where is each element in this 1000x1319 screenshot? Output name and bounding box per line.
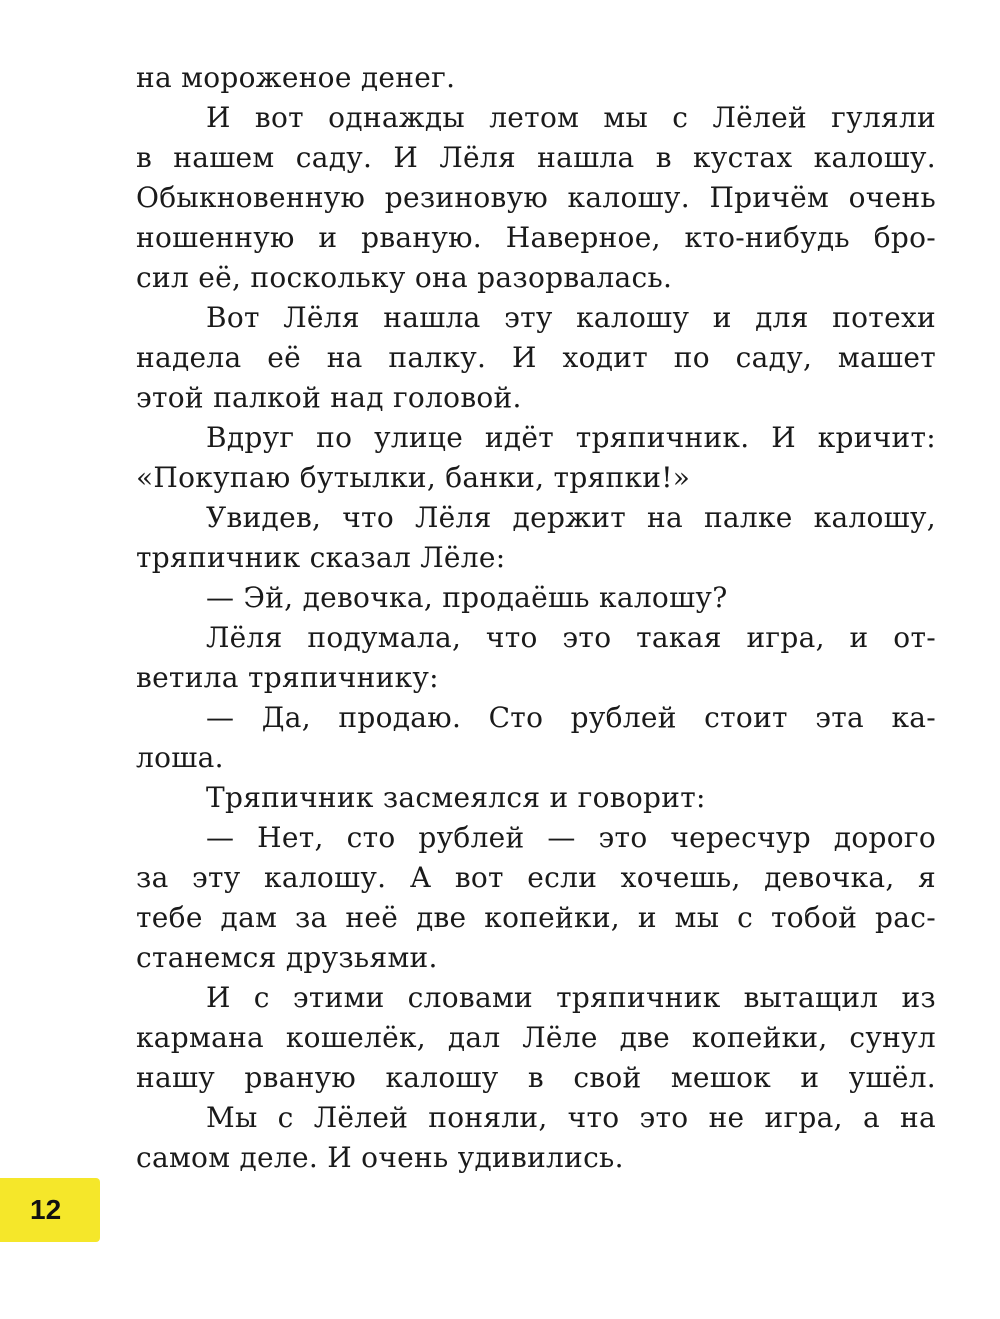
text-line: Вдруг по улице идёт тряпичник. И кричит:: [206, 421, 936, 454]
text-line: Тряпичник засмеялся и говорит:: [206, 781, 706, 814]
text-line: Мы с Лёлей поняли, что это не игра, а на: [206, 1101, 936, 1134]
text-line: тебе дам за неё две копейки, и мы с тобой рас-: [136, 901, 936, 934]
text-line: Обыкновенную резиновую калошу. Причём очень: [136, 181, 936, 214]
text-line: «Покупаю бутылки, банки, тряпки!»: [136, 461, 691, 494]
text-line: на мороженое денег.: [136, 61, 456, 94]
page-number-tab: [0, 1178, 100, 1242]
text-line: ношенную и рваную. Наверное, кто-нибудь бро-: [136, 221, 936, 254]
text-line: лоша.: [136, 741, 224, 774]
text-line: Вот Лёля нашла эту калошу и для потехи: [206, 301, 936, 334]
text-line: за эту калошу. А вот если хочешь, девочка, я: [136, 861, 936, 894]
text-line: Увидев, что Лёля держит на палке калошу,: [206, 501, 936, 534]
text-line: кармана кошелёк, дал Лёле две копейки, сунул: [136, 1021, 936, 1054]
text-line: этой палкой над головой.: [136, 381, 522, 414]
text-line: нашу рваную калошу в свой мешок и ушёл.: [136, 1061, 936, 1094]
text-line: И с этими словами тряпичник вытащил из: [206, 981, 936, 1014]
text-line: ветила тряпичнику:: [136, 661, 439, 694]
page-text: [136, 58, 936, 1178]
text-line: — Нет, сто рублей — это чересчур дорого: [206, 821, 936, 854]
text-line: самом деле. И очень удивились.: [136, 1141, 624, 1174]
text-line: Лёля подумала, что это такая игра, и от-: [206, 621, 936, 654]
text-line: тряпичник сказал Лёле:: [136, 541, 506, 574]
text-line: в нашем саду. И Лёля нашла в кустах калошу.: [136, 141, 936, 174]
text-line: И вот однажды летом мы с Лёлей гуляли: [206, 101, 936, 134]
text-line: — Эй, девочка, продаёшь калошу?: [206, 581, 728, 614]
text-line: надела её на палку. И ходит по саду, машет: [136, 341, 936, 374]
text-line: сил её, поскольку она разорвалась.: [136, 261, 673, 294]
page-number: 12: [30, 1194, 62, 1225]
text-line: — Да, продаю. Сто рублей стоит эта ка-: [206, 701, 936, 734]
text-line: станемся друзьями.: [136, 941, 438, 974]
